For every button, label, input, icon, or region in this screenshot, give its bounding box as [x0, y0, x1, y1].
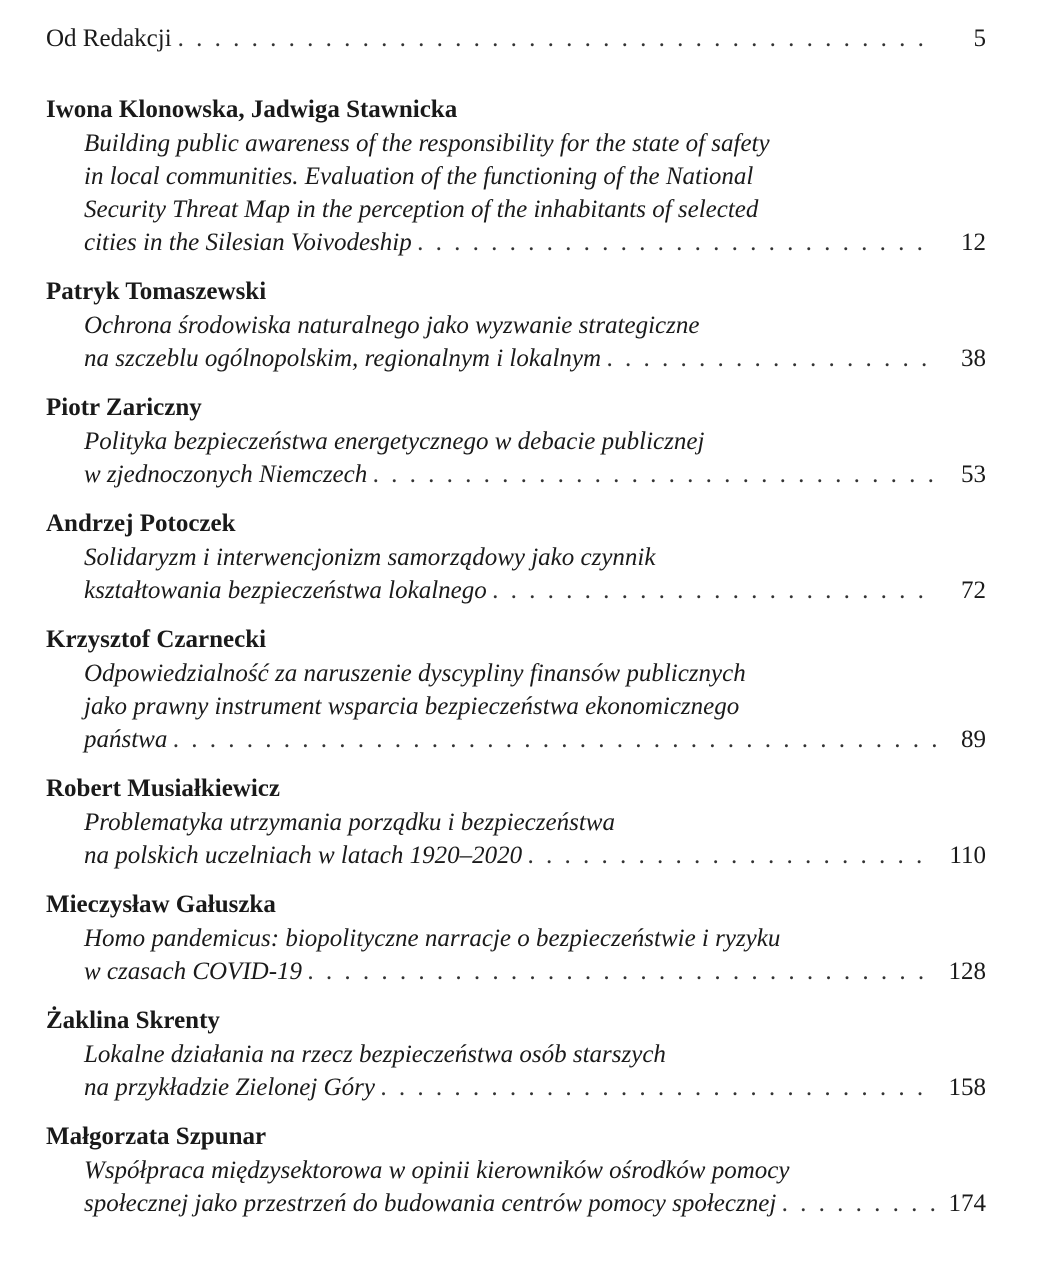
entry-title-last-line — [84, 839, 986, 872]
entry-title-line: in local communities. Evaluation of the functioning of the National — [84, 163, 754, 190]
table-of-contents — [46, 22, 986, 1236]
toc-entry — [46, 772, 986, 872]
front-matter-label: Od Redakcji — [46, 25, 172, 52]
page-number: 38 — [961, 345, 986, 372]
page-number: 128 — [948, 958, 986, 985]
entry-title-line: Odpowiedzialność za naruszenie dyscypliny finansów publicznych — [84, 660, 746, 687]
toc-entry — [46, 391, 986, 491]
entry-author: Andrzej Potoczek — [46, 510, 236, 537]
entry-title-line: Homo pandemicus: biopolityczne narracje o bezpieczeństwie i ryzyku — [84, 925, 781, 952]
dot-leader — [528, 839, 936, 872]
entry-title-line: Building public awareness of the responsibility for the state of safety — [84, 130, 770, 157]
dot-leader — [178, 22, 936, 55]
entry-title-line: w czasach COVID-19 — [84, 958, 303, 985]
page-number: 72 — [961, 577, 986, 604]
entry-title-last-line — [84, 1071, 986, 1104]
page-number: 158 — [948, 1074, 986, 1101]
toc-entries — [46, 93, 986, 1220]
entry-title-last-line — [84, 574, 986, 607]
dot-leader — [173, 723, 936, 756]
page-number: 110 — [949, 842, 986, 869]
toc-entry — [46, 275, 986, 375]
page-number: 89 — [961, 726, 986, 753]
entry-author: Patryk Tomaszewski — [46, 278, 267, 305]
entry-title — [46, 309, 986, 375]
entry-title-line: państwa — [84, 726, 168, 753]
toc-entry — [46, 93, 986, 259]
entry-author: Krzysztof Czarnecki — [46, 626, 267, 653]
entry-title-last-line — [84, 955, 986, 988]
entry-title — [46, 541, 986, 607]
dot-leader — [373, 458, 936, 491]
front-matter-row — [46, 22, 986, 55]
entry-title-line: cities in the Silesian Voivodeship — [84, 229, 412, 256]
entry-title-last-line — [84, 226, 986, 259]
entry-author: Żaklina Skrenty — [46, 1007, 220, 1034]
toc-entry — [46, 888, 986, 988]
entry-title-line: Polityka bezpieczeństwa energetycznego w debacie publicznej — [84, 428, 705, 455]
page-number: 53 — [961, 461, 986, 488]
toc-entry — [46, 623, 986, 756]
entry-author: Piotr Zariczny — [46, 394, 202, 421]
dot-leader — [493, 574, 936, 607]
entry-title-last-line — [84, 723, 986, 756]
entry-title-line: Ochrona środowiska naturalnego jako wyzwanie strategiczne — [84, 312, 700, 339]
entry-title — [46, 1038, 986, 1104]
entry-title-last-line — [84, 458, 986, 491]
entry-author: Mieczysław Gałuszka — [46, 891, 276, 918]
entry-title-last-line — [84, 1187, 986, 1220]
page-number: 12 — [961, 229, 986, 256]
dot-leader — [782, 1187, 936, 1220]
entry-title-line: Solidaryzm i interwencjonizm samorządowy jako czynnik — [84, 544, 656, 571]
entry-title-line: na polskich uczelniach w latach 1920–2020 — [84, 842, 523, 869]
dot-leader — [418, 226, 936, 259]
dot-leader — [381, 1071, 936, 1104]
toc-entry — [46, 1004, 986, 1104]
dot-leader — [607, 342, 936, 375]
entry-title-line: Współpraca międzysektorowa w opinii kierowników ośrodków pomocy — [84, 1157, 790, 1184]
entry-author: Małgorzata Szpunar — [46, 1123, 267, 1150]
page-number: 174 — [948, 1190, 986, 1217]
entry-title-line: Security Threat Map in the perception of the inhabitants of selected — [84, 196, 759, 223]
entry-title — [46, 922, 986, 988]
entry-title — [46, 806, 986, 872]
entry-title-line: w zjednoczonych Niemczech — [84, 461, 368, 488]
entry-title — [46, 127, 986, 259]
page-number: 5 — [973, 25, 986, 52]
entry-title — [46, 1154, 986, 1220]
entry-author: Robert Musiałkiewicz — [46, 775, 280, 802]
entry-title-line: społecznej jako przestrzeń do budowania centrów pomocy społecznej — [84, 1190, 777, 1217]
entry-title-line: na przykładzie Zielonej Góry — [84, 1074, 375, 1101]
toc-entry — [46, 507, 986, 607]
entry-title-line: Lokalne działania na rzecz bezpieczeństwa osób starszych — [84, 1041, 666, 1068]
entry-title-line: kształtowania bezpieczeństwa lokalnego — [84, 577, 487, 604]
entry-title-last-line — [84, 342, 986, 375]
dot-leader — [308, 955, 936, 988]
entry-author: Iwona Klonowska, Jadwiga Stawnicka — [46, 96, 458, 123]
entry-title-line: Problematyka utrzymania porządku i bezpieczeństwa — [84, 809, 615, 836]
entry-title — [46, 657, 986, 756]
entry-title — [46, 425, 986, 491]
entry-title-line: na szczeblu ogólnopolskim, regionalnym i lokalnym — [84, 345, 602, 372]
entry-title-line: jako prawny instrument wsparcia bezpieczeństwa ekonomicznego — [84, 693, 740, 720]
toc-entry — [46, 1120, 986, 1220]
